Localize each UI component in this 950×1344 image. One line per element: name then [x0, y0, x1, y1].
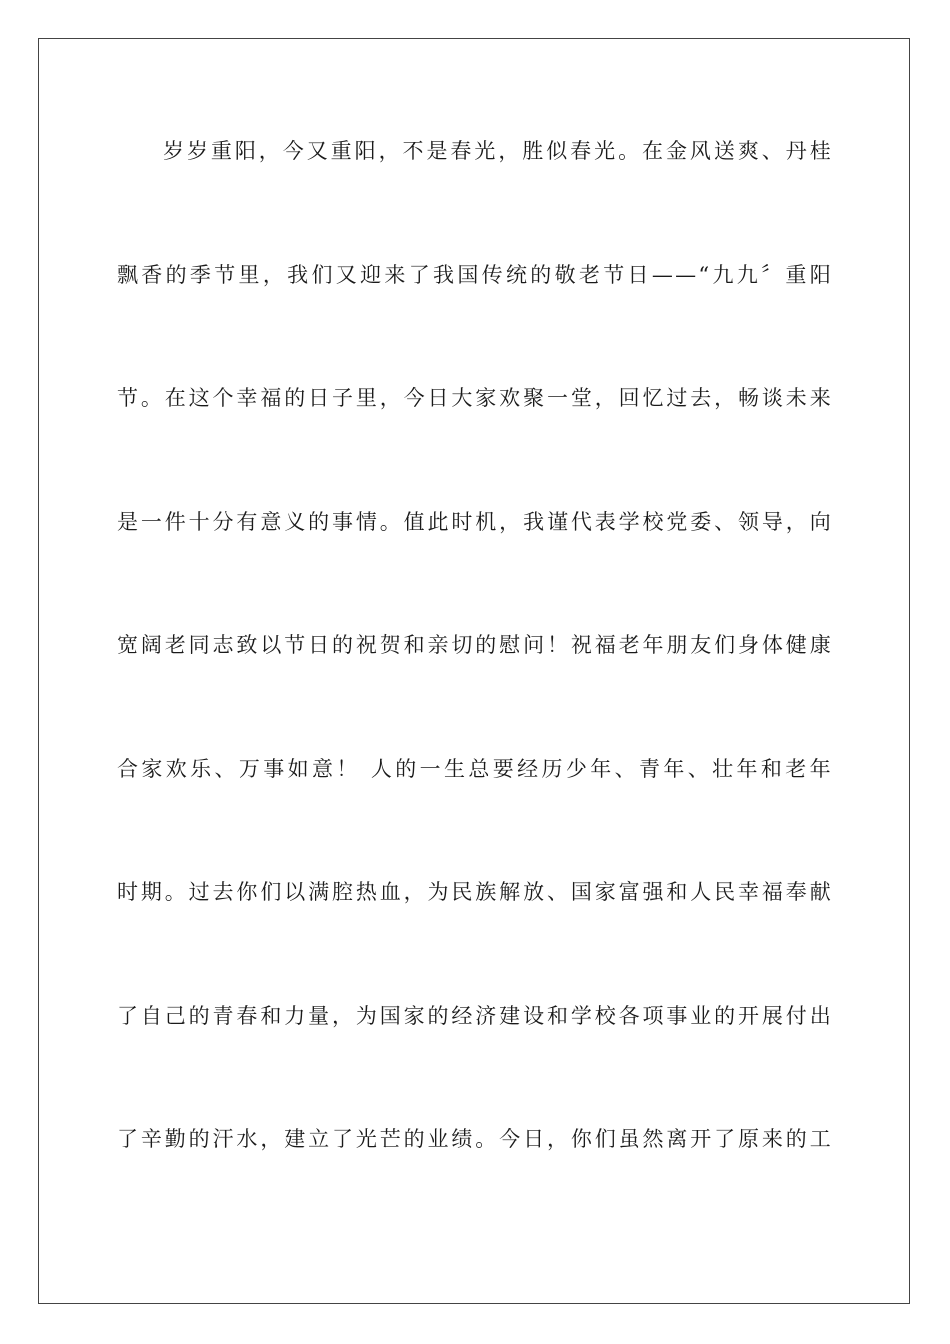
- text-line: 时期。过去你们以满腔热血，为民族解放、国家富强和人民幸福奉献: [117, 880, 833, 904]
- body-text: [117, 131, 833, 1160]
- text-line: 岁岁重阳，今又重阳，不是春光，胜似春光。在金风送爽、丹桂: [163, 139, 833, 163]
- text-line: 了辛勤的汗水，建立了光芒的业绩。今日，你们虽然离开了原来的工: [117, 1127, 833, 1151]
- text-line: 了自己的青春和力量，为国家的经济建设和学校各项事业的开展付出: [117, 1003, 833, 1028]
- text-line: 节。在这个幸福的日子里，今日大家欢聚一堂，回忆过去，畅谈未来: [117, 386, 833, 410]
- text-line: 飘香的季节里，我们又迎来了我国传统的敬老节日——“九九〞重阳: [117, 262, 833, 287]
- text-line: 是一件十分有意义的事情。值此时机，我谨代表学校党委、领导，向: [117, 509, 833, 534]
- text-line: 宽阔老同志致以节日的祝贺和亲切的慰问！祝福老年朋友们身体健康: [117, 633, 833, 657]
- text-line: 合家欢乐、万事如意！ 人的一生总要经历少年、青年、壮年和老年: [117, 756, 833, 781]
